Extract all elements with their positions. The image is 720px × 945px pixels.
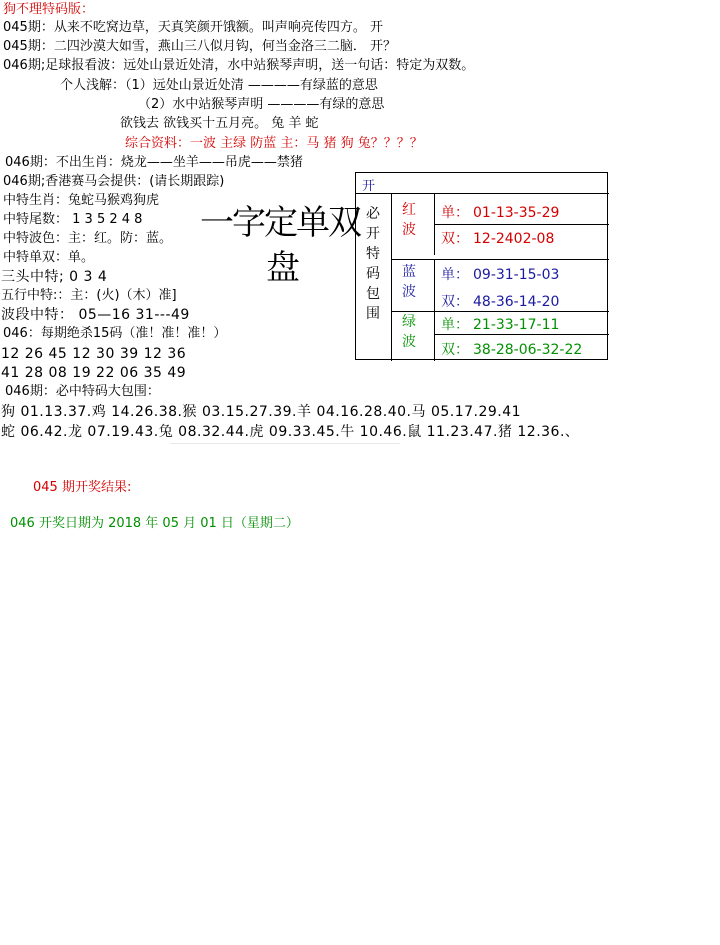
line-045-b: 045期：二四沙漠大如雪，燕山三八似月钩，何当金洛三二脑． 开？ [3, 39, 396, 54]
table-row [435, 334, 609, 362]
info-surround: 046期：必中特码大包围： [5, 384, 160, 399]
wave-label-red: 红波 [402, 202, 416, 238]
row-value: 12-2402-08 [473, 231, 555, 247]
table-row [435, 314, 609, 334]
info-wave-color: 中特波色：主：红。防：蓝。 [3, 231, 173, 246]
info-five-elements: 五行中特:：主：(火)（木）准] [1, 288, 177, 303]
row-value: 09-31-15-03 [473, 267, 560, 283]
analysis-3: 欲钱去 欲钱买十五月亮。 兔 羊 蛇 [120, 116, 319, 131]
info-kill: 046：每期绝杀15码（准！准！准！） [3, 326, 227, 341]
wave-cell-red [392, 194, 435, 255]
info-wave-range: 波段中特： 05—16 31---49 [1, 307, 190, 323]
row-key: 双： [441, 294, 469, 310]
wave-label-green: 绿波 [402, 314, 416, 350]
row-key: 单： [441, 205, 469, 221]
info-zodiac: 中特生肖：兔蛇马猴鸡狗虎 [3, 193, 160, 208]
table-row [435, 202, 609, 222]
wave-label-blue: 蓝波 [402, 264, 416, 300]
number-table [355, 172, 608, 360]
analysis-2: （2）水中站猴琴声明 ————有绿的意思 [138, 97, 385, 112]
table-row [435, 224, 609, 256]
divider [170, 443, 400, 444]
info-tail: 中特尾数： 1 3 5 2 4 8 [3, 212, 143, 227]
group-blue [392, 259, 609, 312]
kill-numbers-2: 41 28 08 19 22 06 35 49 [1, 365, 187, 381]
wave-cell-green [392, 312, 435, 361]
wave-cell-blue [392, 260, 435, 312]
row-key: 单： [441, 317, 469, 333]
result-title: 045 期开奖结果: [33, 480, 132, 495]
side-column [356, 193, 392, 361]
line-045-a: 045期：从来不吃窝边草，天真笑颜开饿额。叫声响亮传四方。 开 [3, 20, 383, 35]
row-value: 01-13-35-29 [473, 205, 560, 221]
table-row [435, 291, 609, 311]
page-title: 狗不理特码版： [3, 2, 95, 17]
info-heads: 三头中特; 0 3 4 [1, 269, 108, 285]
analysis-1: 个人浅解：（1）远处山景近处清 ————有绿蓝的意思 [60, 78, 378, 93]
kill-numbers-1: 12 26 45 12 30 39 12 36 [1, 346, 187, 362]
table-row [435, 264, 609, 284]
side-label: 必开特码包围 [366, 206, 380, 322]
group-red [392, 193, 609, 255]
row-key: 单： [441, 267, 469, 283]
table-header: 开 [362, 179, 376, 194]
summary-line: 综合资料：一波 主绿 防蓝 主：马 猪 狗 兔？？？？ [125, 136, 423, 151]
result-date: 046 开奖日期为 2018 年 05 月 01 日（星期二） [10, 516, 299, 531]
info-not-zodiac: 046期：不出生肖：烧龙——坐羊——吊虎——禁猪 [5, 155, 303, 170]
line-046-football: 046期;足球报看波：远处山景近处清，水中站猴琴声明，送一句话：特定为双数。 [3, 58, 475, 73]
big-title: 一字定单双 [200, 203, 360, 243]
row-key: 双： [441, 231, 469, 247]
zodiac-line-2: 蛇 06.42.龙 07.19.43.兔 08.32.44.虎 09.33.45.牛 10.46.鼠 11.23.47.猪 12.36.、 [1, 424, 580, 440]
zodiac-line-1: 狗 01.13.37.鸡 14.26.38.猴 03.15.27.39.羊 04.16.28.40.马 05.17.29.41 [1, 404, 522, 420]
row-value: 48-36-14-20 [473, 294, 560, 310]
group-green [392, 311, 609, 361]
row-key: 双： [441, 342, 469, 358]
big-title-2: 盘 [266, 248, 300, 288]
row-value: 38-28-06-32-22 [473, 342, 583, 358]
row-value: 21-33-17-11 [473, 317, 560, 333]
info-hk-jockey: 046期;香港赛马会提供：(请长期跟踪) [3, 174, 225, 189]
info-odd-even: 中特单双：单。 [3, 250, 95, 265]
